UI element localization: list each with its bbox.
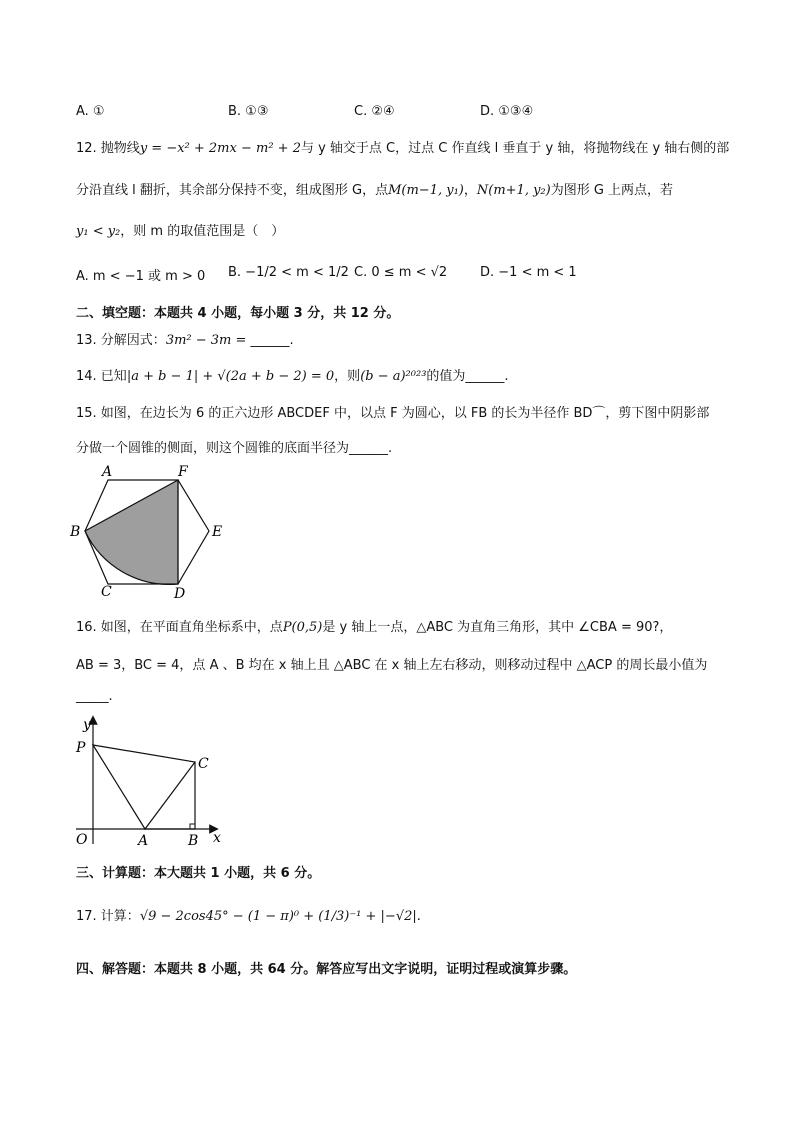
coordinate-figure (72, 712, 232, 848)
hex-label-e: E (212, 524, 223, 540)
hex-label-b: B (70, 524, 81, 540)
label-b: B (188, 833, 199, 848)
label-y: y (83, 717, 91, 733)
q12-option-c: C. 0 ≤ m < √2 (354, 265, 448, 280)
q11-option-a: A. ① (76, 104, 105, 119)
q15-line2: 分做一个圆锥的侧面，则这个圆锥的底面半径为______. (76, 441, 393, 456)
q12-point-m: M(m−1, y₁) (388, 183, 464, 198)
q12-condition: y₁ < y₂ (76, 224, 121, 239)
q14-prefix: 14. 已知 (76, 369, 127, 384)
hexagon-figure (64, 462, 234, 602)
q17 (76, 908, 421, 926)
q12-line2-text: 分沿直线 l 翻折，其余部分保持不变，组成图形 G，点 (76, 183, 389, 198)
section-2-heading: 二、填空题：本题共 4 小题，每小题 3 分，共 12 分。 (76, 306, 400, 321)
q12-number: 12. 抛物线 (76, 141, 140, 156)
q14-expression: |a + b − 1| + √(2a + b − 2) = 0 (126, 369, 335, 384)
q11-option-b: B. ①③ (228, 104, 269, 119)
hex-label-c: C (101, 584, 112, 600)
q16-prefix: 16. 如图，在平面直角坐标系中，点 (76, 620, 283, 635)
q14-suffix: 的值为______. (426, 369, 509, 384)
q16-point-p: P(0,5) (282, 620, 323, 635)
label-x: x (213, 830, 221, 846)
q11-option-c: C. ②④ (354, 104, 395, 119)
q14-expression-2: (b − a)²⁰²³ (360, 369, 427, 384)
q12-line2-end: 为图形 G 上两点，若 (550, 183, 674, 198)
q12-line2 (76, 182, 673, 200)
triangle-acp (93, 745, 195, 829)
q12-line3 (76, 223, 284, 241)
q12-formula: y = −x² + 2mx − m² + 2 (139, 141, 301, 156)
q17-expression: √9 − 2cos45° − (1 − π)⁰ + (1/3)⁻¹ + |−√2|. (139, 909, 421, 924)
section-4-heading: 四、解答题：本题共 8 小题，共 64 分。解答应写出文字说明，证明过程或演算步骤。 (76, 962, 577, 977)
label-o: O (76, 832, 88, 848)
q11-option-d: D. ①③④ (480, 104, 534, 119)
q13 (76, 332, 294, 350)
label-a: A (138, 833, 149, 848)
q13-blank: ______. (250, 333, 294, 348)
q12-line1-text: 与 y 轴交于点 C，过点 C 作直线 l 垂直于 y 轴，将抛物线在 y 轴右侧的部 (300, 141, 730, 156)
q14-mid: ，则 (334, 369, 361, 384)
q12-comma: ， (463, 183, 477, 198)
section-3-heading: 三、计算题：本大题共 1 小题，共 6 分。 (76, 866, 321, 881)
q14 (76, 368, 509, 386)
q12-option-d: D. −1 < m < 1 (480, 265, 577, 280)
shaded-sector (85, 480, 178, 584)
q16-line2: AB = 3，BC = 4，点 A 、B 均在 x 轴上且 △ABC 在 x 轴上左右移动，则移动过程中 △ACP 的周长最小值为 (76, 658, 708, 673)
right-angle-mark (190, 824, 195, 829)
hex-label-d: D (174, 586, 186, 602)
q16-line3: _____. (76, 689, 113, 704)
hex-label-a: A (102, 464, 113, 480)
q12-question: ，则 m 的取值范围是（ ） (120, 224, 285, 239)
q12-point-n: N(m+1, y₂) (476, 183, 551, 198)
q16-line1 (76, 619, 672, 637)
label-c: C (198, 756, 209, 772)
q13-expression: 3m² − 3m = (165, 333, 247, 348)
q12-option-b: B. −1/2 < m < 1/2 (228, 265, 349, 280)
q13-prefix: 13. 分解因式： (76, 333, 166, 348)
hex-label-f: F (178, 464, 188, 480)
q15-line1: 15. 如图，在边长为 6 的正六边形 ABCDEF 中，以点 F 为圆心，以 FB 的长为半径作 BD⌒，剪下图中阴影部 (76, 406, 710, 421)
q16-line1-text: 是 y 轴上一点，△ABC 为直角三角形，其中 ∠CBA = 90?， (322, 620, 673, 635)
q17-prefix: 17. 计算： (76, 909, 140, 924)
q12-option-a: A. m < −1 或 m > 0 (76, 269, 206, 284)
label-p: P (76, 740, 86, 756)
q12-line1 (76, 140, 729, 158)
